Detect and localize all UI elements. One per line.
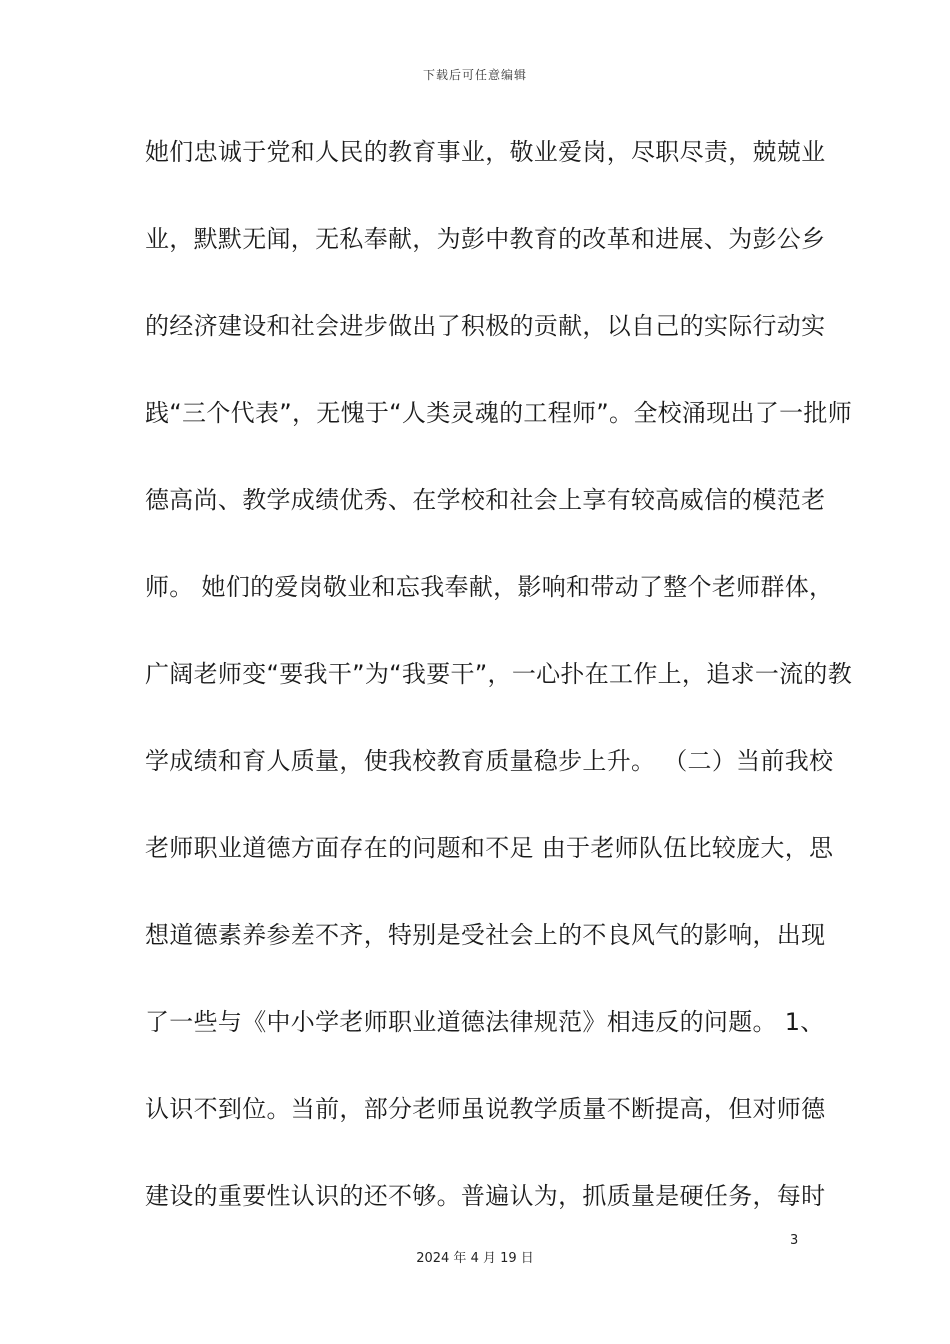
text-line: 学成绩和育人质量，使我校教育质量稳步上升。 （二）当前我校 xyxy=(145,747,834,775)
text-line: 德高尚、教学成绩优秀、在学校和社会上享有较高威信的模范老 xyxy=(145,486,826,514)
text-line: 广阔老师变“要我干”为“我要干”，一心扑在工作上，追求一流的教 xyxy=(145,660,853,688)
text-line: 的经济建设和社会进步做出了积极的贡献，以自己的实际行动实 xyxy=(145,312,826,340)
text-line: 了一些与《中小学老师职业道德法律规范》相违反的问题。 1、 xyxy=(145,1008,825,1036)
text-line: 老师职业道德方面存在的问题和不足 由于老师队伍比较庞大，思 xyxy=(145,834,834,862)
text-line: 想道德素养参差不齐，特别是受社会上的不良风气的影响，出现 xyxy=(145,921,826,949)
text-line: 践“三个代表”，无愧于“人类灵魂的工程师”。全校涌现出了一批师 xyxy=(145,399,853,427)
page-header: 下载后可任意编辑 xyxy=(422,68,527,82)
body-text xyxy=(145,130,853,1261)
text-line: 认识不到位。当前，部分老师虽说教学质量不断提高，但对师德 xyxy=(145,1095,826,1123)
page-footer-date: 2024 年 4 月 19 日 xyxy=(416,1251,534,1266)
text-line: 她们忠诚于党和人民的教育事业，敬业爱岗，尽职尽责，兢兢业 xyxy=(145,138,826,166)
text-line: 业，默默无闻，无私奉献，为彭中教育的改革和进展、为彭公乡 xyxy=(145,225,826,253)
text-line: 建设的重要性认识的还不够。普遍认为，抓质量是硬任务，每时 xyxy=(145,1182,826,1210)
page-number: 3 xyxy=(790,1233,799,1248)
text-line: 师。 她们的爱岗敬业和忘我奉献，影响和带动了整个老师群体， xyxy=(145,573,834,601)
